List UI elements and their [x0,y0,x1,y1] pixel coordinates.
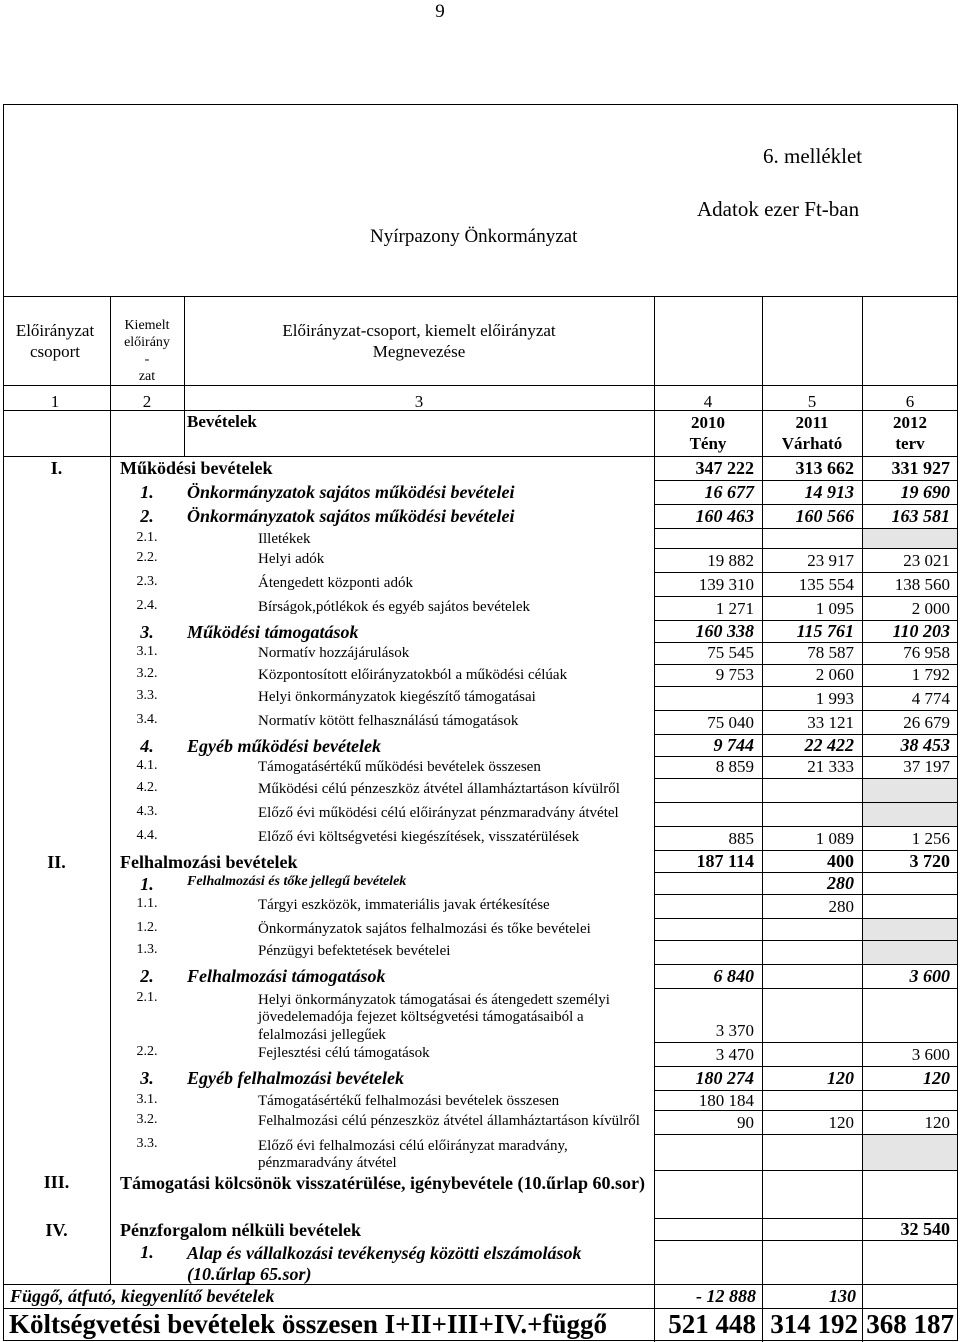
row-item-code: 3.1. [136,644,158,659]
row-value-2010: 180 274 [695,1068,754,1088]
row-label: Helyi adók [258,551,325,567]
row-rule [654,1110,958,1111]
col-number-1: 1 [50,392,60,411]
row-label: Átengedett központi adók [258,575,413,591]
row-value-2010: 139 310 [698,575,754,594]
row-rule [654,710,958,711]
row-value-2011: 400 [827,851,854,871]
row-label: Bírságok,pótlékok és egyéb sajátos bevételek [258,599,531,615]
row-value-2012: 3 720 [909,851,950,871]
row-value-2011: 120 [828,1113,854,1132]
row-item-code: 2.1. [136,530,158,545]
col-number-6: 6 [905,392,915,411]
row-value-2012: 37 197 [903,757,950,776]
row-group-code: IV. [45,1220,68,1240]
row-value-2011: 14 913 [804,482,854,502]
row-value-2012: 1 256 [911,829,950,848]
row-value-2011: 23 917 [807,551,854,570]
row-item-code: 3.4. [136,712,158,727]
row-value-2011: 1 089 [815,829,854,848]
table-rule [3,296,958,297]
table-rule [3,410,958,411]
row-label: Tárgyi eszközök, immateriális javak értékesítése [258,897,550,913]
row-value-2012: 3 600 [909,966,950,986]
shaded-cell [863,779,957,802]
row-value-2011: 115 761 [796,621,854,641]
row-label: Normatív hozzájárulások [258,645,410,661]
col-header-desc-line1: Előirányzat-csoport, kiemelt előirányzat [282,321,556,340]
row-label: Előző évi költségvetési kiegészítések, visszatérülések [258,829,580,845]
column-rule [762,296,763,1342]
row-label: Önkormányzatok sajátos felhalmozási és tőke bevételei [258,921,591,937]
column-rule [654,296,655,1342]
col-2012-header [862,412,958,454]
row-value-2010: 6 840 [713,966,754,986]
row-value-2010: 885 [728,829,754,848]
row-item-code: 4. [140,736,154,756]
row-item-code: 2.3. [136,574,158,589]
col-header-desc [184,320,654,362]
row-value-2012: 120 [923,1068,950,1088]
row-value-2011: 313 662 [795,458,854,478]
row-item-code: 3. [140,1068,154,1088]
row-value-2011: 33 121 [807,713,854,732]
row-value-2011: 280 [827,873,854,893]
row-item-code: 1.3. [136,942,158,957]
row-value-2012: 76 958 [903,643,950,662]
row-value-2012: 4 774 [911,689,950,708]
row-group-code: I. [50,458,63,478]
row-label: Fejlesztési célú támogatások [258,1045,430,1061]
row-value-2012: 1 792 [911,665,950,684]
row-item-code: 2.4. [136,598,158,613]
row-label: Támogatásértékű működési bevételek összesen [258,759,541,775]
annex-label: 6. melléklet [763,144,863,168]
row-label: Pénzügyi befektetések bevételei [258,943,451,959]
col-number-5: 5 [807,392,817,411]
row-value-2010: 75 040 [707,713,754,732]
col-number-2: 2 [142,392,152,411]
row-rule [654,872,958,873]
row-label: Támogatásértékű felhalmozási bevételek összesen [258,1093,560,1109]
row-value-2012: 138 560 [894,575,950,594]
row-label: Támogatási kölcsönök visszatérülése, igénybevétele (10.űrlap 60.sor) [120,1173,645,1193]
total-2010: 521 448 [668,1309,756,1339]
row-rule [654,548,958,549]
row-label: Egyéb felhalmozási bevételek [187,1068,404,1088]
pending-label: Függő, átfutó, kiegyenlítő bevételek [10,1286,275,1306]
total-2012: 368 187 [866,1309,954,1339]
row-value-2011: 160 566 [795,506,854,526]
row-group-code: III. [43,1172,70,1192]
shaded-cell [863,1135,957,1170]
col-header-highlighted-line3: - [144,352,150,367]
row-value-2010: 75 545 [707,643,754,662]
row-item-code: 1.2. [136,920,158,935]
row-value-2010: 19 882 [707,551,754,570]
col-header-highlighted-line2: előirány [124,335,170,350]
row-value-2011: 21 333 [807,757,854,776]
row-value-2010: 187 114 [696,851,754,871]
row-rule [654,572,958,573]
row-value-2011: 1 993 [815,689,854,708]
row-item-code: 2. [140,966,154,986]
row-label: Előző évi működési célú előirányzat pénzmaradvány átvétel [258,805,619,821]
row-item-code: 1. [140,874,154,894]
row-value-2012: 26 679 [903,713,950,732]
total-label: Költségvetési bevételek összesen I+II+III+IV.+függő [9,1309,608,1339]
row-label: Felhalmozási és tőke jellegű bevételek [187,874,407,889]
row-label: Illetékek [258,531,311,547]
row-value-2010: 9 753 [715,665,754,684]
row-rule [654,964,958,965]
row-label: Önkormányzatok sajátos működési bevételei [187,482,515,502]
col-header-group-line2: csoport [29,342,81,361]
row-label: Működési támogatások [187,622,359,642]
row-item-code: 2.1. [136,990,158,1005]
table-rule [3,385,958,386]
row-value-2012: 2 000 [911,599,950,618]
col-number-3: 3 [414,392,424,411]
shaded-cell [863,941,957,964]
row-item-code: 2.2. [136,550,158,565]
row-value-2010: 16 677 [704,482,754,502]
row-item-code: 3. [140,622,154,642]
shaded-cell [863,529,957,548]
row-item-code: 1. [140,482,154,502]
col-2010-kind: Tény [689,434,727,453]
row-value-2011: 22 422 [804,735,854,755]
row-label: Normatív kötött felhasználású támogatások [258,713,519,729]
row-rule [654,826,958,827]
row-value-2012: 19 690 [900,482,950,502]
unit-label: Adatok ezer Ft-ban [697,197,860,221]
col-2012-kind: terv [895,434,925,453]
pending-2011: 130 [829,1286,856,1306]
row-value-2011: 120 [827,1068,854,1088]
row-label: Működési célú pénzeszköz átvétel államháztartáson kívülről [258,781,620,797]
row-rule [654,1066,958,1067]
row-rule [654,480,958,481]
row-value-2010: 1 271 [715,599,754,618]
row-value-2010: 3 470 [715,1045,754,1064]
row-value-2011: 78 587 [807,643,854,662]
row-label: Egyéb működési bevételek [187,736,381,756]
row-label: Helyi önkormányzatok kiegészítő támogatásai [258,689,536,705]
col-2012-year: 2012 [893,413,927,432]
row-rule [654,1170,958,1171]
col-header-group [0,320,110,362]
row-value-2011: 135 554 [798,575,854,594]
income-heading: Bevételek [187,412,257,431]
row-value-2012: 23 021 [903,551,950,570]
col-header-desc-line2: Megnevezése [372,342,466,361]
row-value-2010: 160 463 [695,506,754,526]
row-value-2011: 280 [828,897,854,916]
row-value-2010: 160 338 [695,621,754,641]
shaded-cell [863,803,957,826]
row-value-2012: 120 [924,1113,950,1132]
total-2011: 314 192 [770,1309,858,1339]
col-2011-header [762,412,862,454]
row-item-code: 1. [140,1242,154,1262]
col-header-highlighted-line4: zat [138,369,156,384]
row-item-code: 3.3. [136,1136,158,1151]
col-2010-header [654,412,762,454]
row-label: Önkormányzatok sajátos működési bevételei [187,506,515,526]
row-value-2012: 163 581 [891,506,950,526]
row-value-2010: 180 184 [698,1091,754,1110]
row-group-code: II. [47,852,66,872]
col-header-highlighted-line1: Kiemelt [124,318,170,333]
row-value-2012: 110 203 [892,621,950,641]
row-item-code: 4.3. [136,804,158,819]
row-rule [654,1240,958,1241]
row-value-2010: 347 222 [695,458,754,478]
row-value-2011: 2 060 [815,665,854,684]
row-value-2010: 8 859 [715,757,754,776]
row-item-code: 4.4. [136,828,158,843]
row-rule [654,1042,958,1043]
row-rule [654,504,958,505]
column-rule [184,296,185,456]
row-value-2012: 3 600 [911,1045,950,1064]
shaded-cell [863,919,957,940]
row-item-code: 3.2. [136,666,158,681]
row-label: Alap és vállalkozási tevékenység közötti elszámolások (10.űrlap 65.sor) [187,1243,582,1284]
row-label: Helyi önkormányzatok támogatásai és átengedett személyi jövedelemadója fejezet költségvetési támogatásaiból a felalmozási jellegűek [258,992,610,1043]
row-item-code: 1.1. [136,896,158,911]
row-value-2010: 9 744 [713,735,754,755]
pending-2010: - 12 888 [696,1286,756,1306]
row-label: Központosított előirányzatokból a működési célúak [258,667,568,683]
row-item-code: 3.3. [136,688,158,703]
col-header-highlighted [110,317,184,385]
row-value-2010: 90 [737,1113,754,1132]
table-rule [3,456,958,457]
row-item-code: 3.1. [136,1092,158,1107]
row-rule [654,596,958,597]
row-label: Felhalmozási bevételek [120,852,298,872]
row-label: Felhalmozási célú pénzeszköz átvétel államháztartáson kívülről [258,1113,640,1129]
row-label: Előző évi felhalmozási célú előirányzat maradvány, pénzmaradvány átvétel [258,1138,568,1172]
row-value-2011: 1 095 [815,599,854,618]
row-label: Működési bevételek [120,458,273,478]
row-label: Pénzforgalom nélküli bevételek [120,1220,361,1240]
row-rule [654,686,958,687]
col-header-group-line1: Előirányzat [15,321,95,340]
row-rule [654,988,958,989]
row-value-2012: 331 927 [891,458,950,478]
row-value-2012: 32 540 [900,1219,950,1239]
row-item-code: 2.2. [136,1044,158,1059]
col-2011-year: 2011 [795,413,829,432]
row-label: Felhalmozási támogatások [187,966,386,986]
page-number: 9 [435,1,445,22]
row-item-code: 4.2. [136,780,158,795]
col-number-4: 4 [703,392,713,411]
col-2011-kind: Várható [781,434,843,453]
col-2010-year: 2010 [691,413,725,432]
row-item-code: 4.1. [136,758,158,773]
municipality-title: Nyírpazony Önkormányzat [370,226,578,247]
row-item-code: 2. [140,506,154,526]
row-rule [654,894,958,895]
row-item-code: 3.2. [136,1112,158,1127]
row-value-2010: 3 370 [715,1021,754,1040]
row-value-2012: 38 453 [900,735,950,755]
